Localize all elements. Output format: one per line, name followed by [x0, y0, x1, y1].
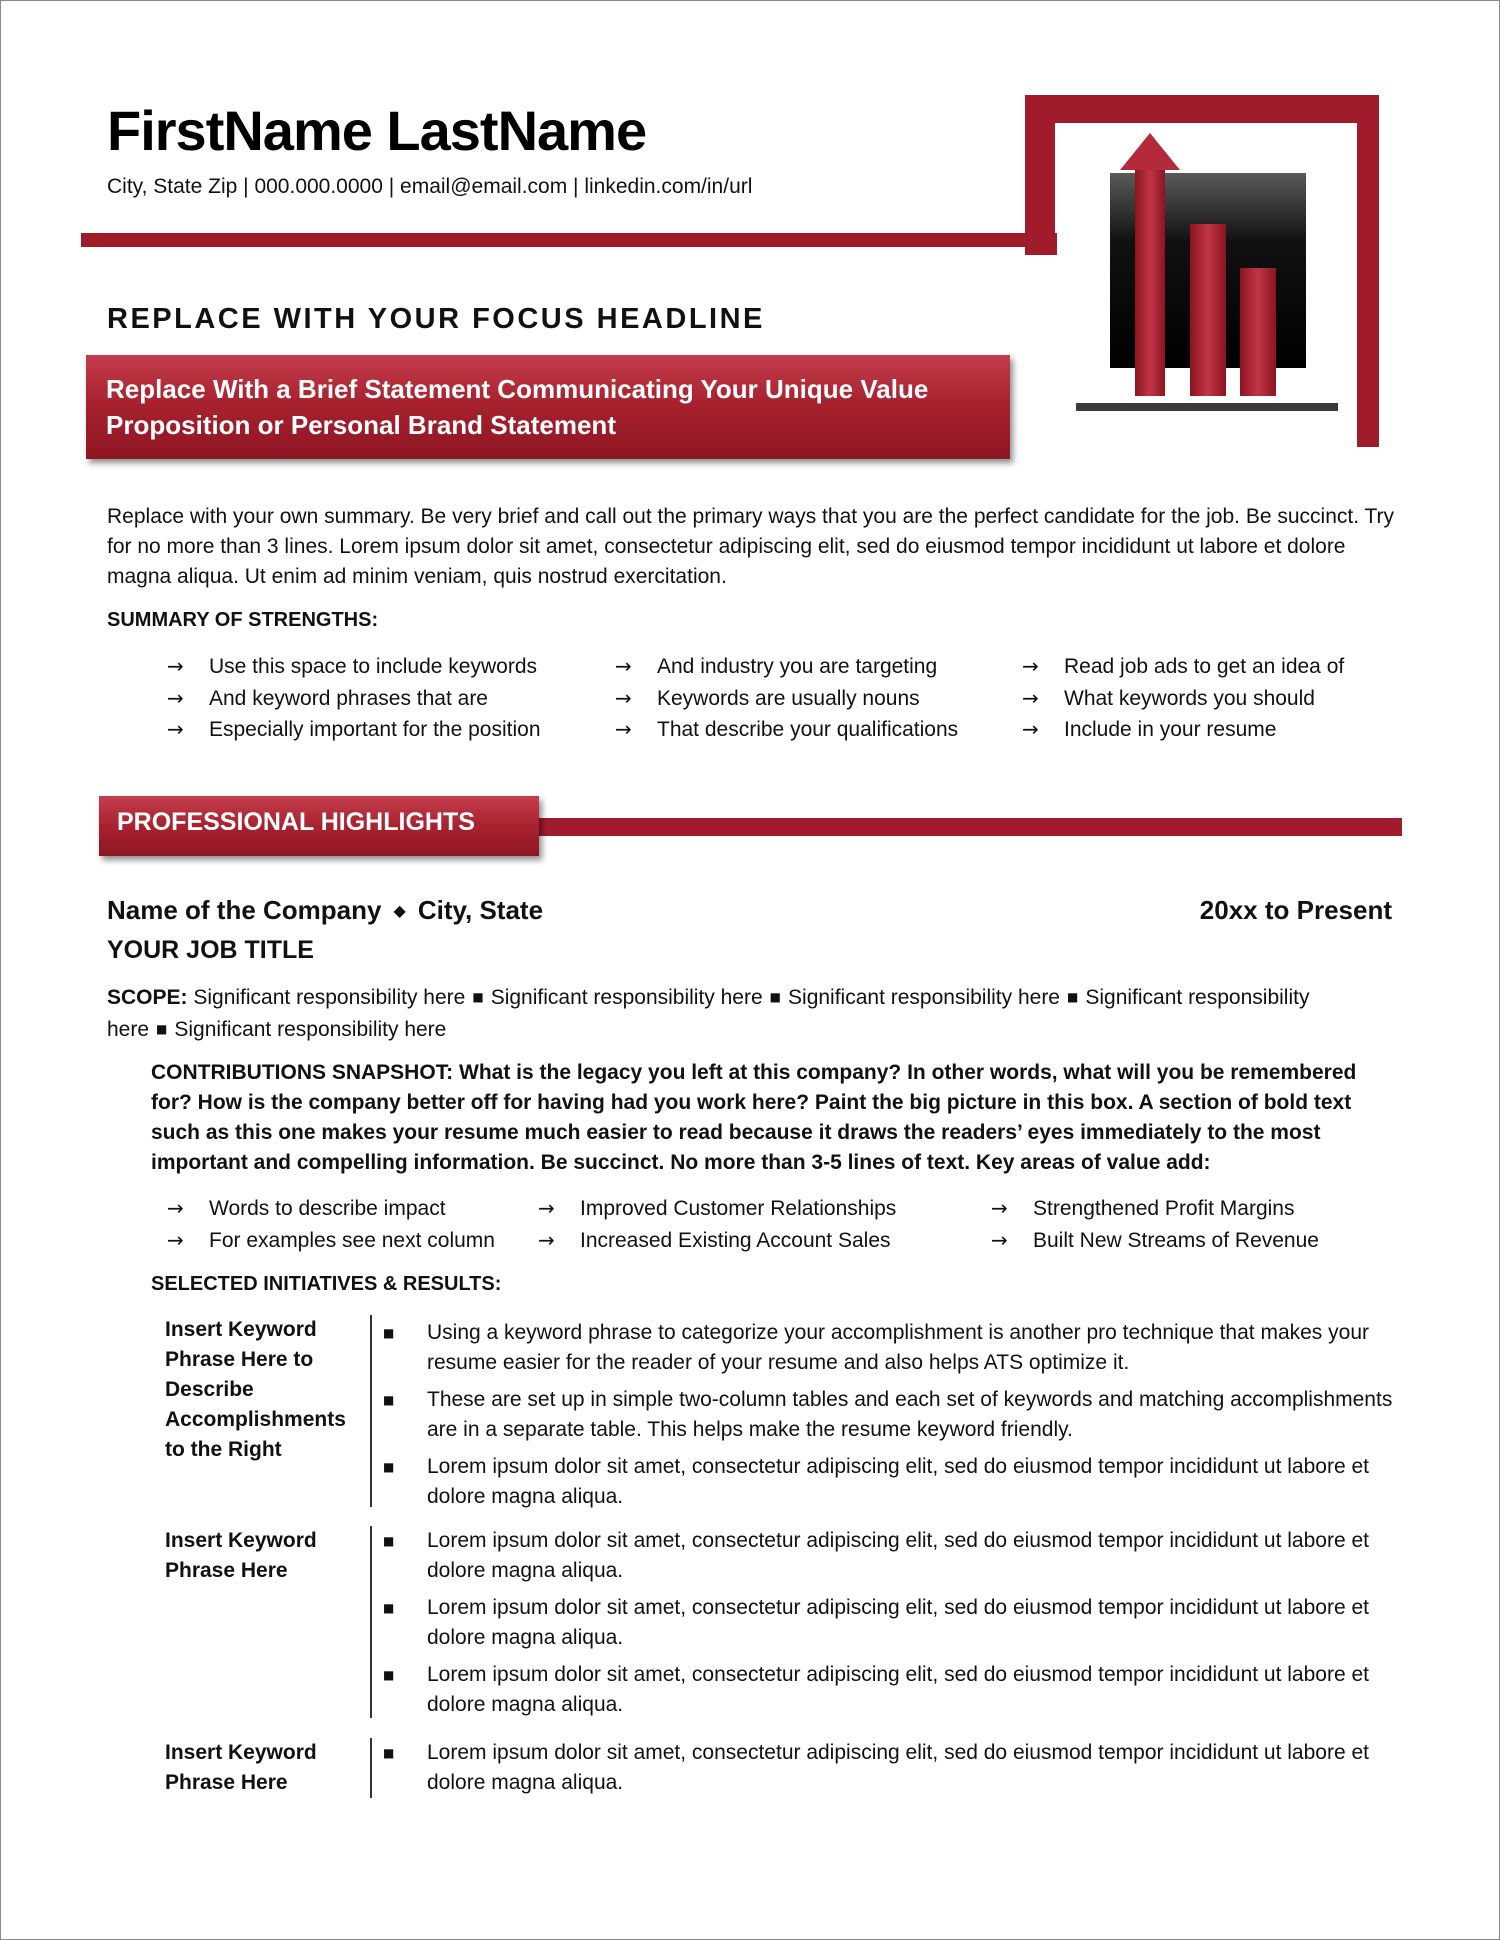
list-item: ■ Lorem ipsum dolor sit amet, consectetur adipiscing elit, sed do eiusmod tempor incididunt ut labore et dolore magna aliqua.	[381, 1526, 1401, 1586]
value-add-column-3	[991, 1193, 1319, 1256]
arrow-icon: →	[538, 1196, 555, 1220]
arrow-icon: →	[1022, 654, 1039, 678]
list-item: ■ Lorem ipsum dolor sit amet, consectetur adipiscing elit, sed do eiusmod tempor incididunt ut labore et dolore magna aliqua.	[381, 1593, 1401, 1653]
list-item: → Words to describe impact	[167, 1193, 495, 1225]
section-title: PROFESSIONAL HIGHLIGHTS	[117, 808, 475, 836]
header-rule-short	[1025, 233, 1057, 255]
company-line	[107, 895, 543, 926]
divider	[370, 1315, 372, 1507]
arrow-icon: →	[167, 1227, 184, 1252]
list-item: → What keywords you should	[1022, 683, 1344, 715]
initiative-row	[151, 1315, 1396, 1507]
list-item: → That describe your qualifications	[615, 714, 958, 746]
list-item: → Include in your resume	[1022, 714, 1344, 746]
list-item: ■ Lorem ipsum dolor sit amet, consectetur adipiscing elit, sed do eiusmod tempor incididunt ut labore et dolore magna aliqua.	[381, 1452, 1401, 1512]
value-add-column-1	[167, 1193, 495, 1256]
strengths-column-2	[615, 651, 958, 746]
square-bullet-icon: ■	[383, 1534, 395, 1548]
scope-paragraph: SCOPE: Significant responsibility here ■ Significant responsibility here ■ Significant responsibility here ■ Significant responsibility here ■ Significant responsibility here	[107, 986, 1310, 1041]
arrow-icon: →	[615, 685, 632, 710]
diamond-icon: ◆	[393, 901, 406, 920]
initiatives-heading: SELECTED INITIATIVES & RESULTS:	[151, 1273, 502, 1295]
arrow-icon: →	[167, 654, 184, 678]
strengths-heading: SUMMARY OF STRENGTHS:	[107, 609, 379, 631]
list-item: → And industry you are targeting	[615, 651, 958, 683]
arrow-icon: →	[991, 1196, 1008, 1220]
arrow-icon: →	[167, 685, 184, 710]
initiative-row	[151, 1738, 1396, 1798]
list-item: → And keyword phrases that are	[167, 683, 541, 715]
square-bullet-icon: ■	[383, 1460, 395, 1474]
header-rule-top	[1025, 95, 1379, 123]
list-item: → Strengthened Profit Margins	[991, 1193, 1319, 1225]
square-bullet-icon: ■	[383, 1668, 395, 1682]
header-rule-left	[81, 233, 1027, 247]
list-item: → Built New Streams of Revenue	[991, 1225, 1319, 1257]
focus-headline: REPLACE WITH YOUR FOCUS HEADLINE	[107, 303, 765, 335]
divider	[370, 1738, 372, 1798]
initiative-bullets	[381, 1738, 1401, 1805]
initiative-keyword: Insert Keyword Phrase Here	[165, 1529, 317, 1582]
square-bullet-icon: ■	[769, 990, 782, 1004]
scope-label: SCOPE:	[107, 986, 188, 1009]
contributions-snapshot: CONTRIBUTIONS SNAPSHOT: What is the legacy you left at this company? In other words, what will you be remembered for? How is the company better off for having had you work here? Paint the big picture in this box. A section of bold text such as this one makes your resume much easier to read because it draws the readers’ eyes immediately to the most important and compelling information. Be succinct. No more than 3-5 lines of text. Key areas of value add:	[151, 1061, 1357, 1174]
bar-chart-arrow-icon	[1070, 128, 1350, 418]
list-item: → Use this space to include keywords	[167, 651, 541, 683]
arrow-icon: →	[1022, 717, 1039, 741]
list-item: ■ Lorem ipsum dolor sit amet, consectetur adipiscing elit, sed do eiusmod tempor incididunt ut labore et dolore magna aliqua.	[381, 1738, 1401, 1798]
value-proposition-text: Replace With a Brief Statement Communicating Your Unique Value Proposition or Personal Brand Statement	[106, 374, 929, 440]
square-bullet-icon: ■	[383, 1393, 395, 1407]
initiative-bullets	[381, 1318, 1401, 1519]
list-item: → Keywords are usually nouns	[615, 683, 958, 715]
initiative-bullets	[381, 1526, 1401, 1727]
strengths-column-3	[1022, 651, 1344, 746]
contact-line: City, State Zip | 000.000.0000 | email@email.com | linkedin.com/in/url	[107, 175, 753, 198]
square-bullet-icon: ■	[1067, 990, 1079, 1004]
list-item: → For examples see next column	[167, 1225, 495, 1257]
list-item: → Improved Customer Relationships	[538, 1193, 896, 1225]
header-rule-right	[1357, 95, 1379, 447]
section-rule	[536, 818, 1402, 836]
arrow-icon: →	[1022, 685, 1039, 710]
list-item: → Especially important for the position	[167, 714, 541, 746]
square-bullet-icon: ■	[156, 1022, 168, 1036]
section-title-tab	[99, 796, 539, 856]
arrow-icon: →	[615, 717, 632, 741]
list-item: ■ These are set up in simple two-column tables and each set of keywords and matching accomplishments are in a separate table. This helps make the resume keyword friendly.	[381, 1385, 1401, 1445]
list-item: → Read job ads to get an idea of	[1022, 651, 1344, 683]
initiative-keyword: Insert Keyword Phrase Here	[165, 1741, 317, 1794]
arrow-icon: →	[538, 1227, 555, 1252]
square-bullet-icon: ■	[383, 1326, 395, 1340]
square-bullet-icon: ■	[383, 1746, 395, 1760]
list-item: → Increased Existing Account Sales	[538, 1225, 896, 1257]
value-proposition-banner	[86, 355, 1010, 459]
arrow-icon: →	[991, 1227, 1008, 1252]
arrow-icon: →	[167, 717, 184, 741]
list-item: ■ Using a keyword phrase to categorize your accomplishment is another pro technique that makes your resume easier for the reader of your resume and also helps ATS optimize it.	[381, 1318, 1401, 1378]
company-name: Name of the Company	[107, 895, 382, 925]
job-title: YOUR JOB TITLE	[107, 936, 314, 964]
value-add-column-2	[538, 1193, 896, 1256]
divider	[370, 1526, 372, 1718]
candidate-name: FirstName LastName	[107, 99, 647, 162]
strengths-column-1	[167, 651, 541, 746]
arrow-icon: →	[615, 654, 632, 678]
list-item: ■ Lorem ipsum dolor sit amet, consectetur adipiscing elit, sed do eiusmod tempor incididunt ut labore et dolore magna aliqua.	[381, 1660, 1401, 1720]
square-bullet-icon: ■	[383, 1601, 395, 1615]
initiative-row	[151, 1526, 1396, 1718]
summary-paragraph: Replace with your own summary. Be very brief and call out the primary ways that you are the perfect candidate for the job. Be succinct. Try for no more than 3 lines. Lorem ipsum dolor sit amet, consectetur adipiscing elit, sed do eiusmod tempor incididunt ut labore et dolore magna aliqua. Ut enim ad minim veniam, quis nostrud exercitation.	[107, 505, 1395, 588]
square-bullet-icon: ■	[472, 990, 484, 1004]
job-dates: 20xx to Present	[1199, 895, 1392, 925]
initiative-keyword: Insert Keyword Phrase Here to Describe Accomplishments to the Right	[165, 1318, 346, 1461]
arrow-icon: →	[167, 1196, 184, 1220]
company-location: City, State	[417, 895, 544, 925]
